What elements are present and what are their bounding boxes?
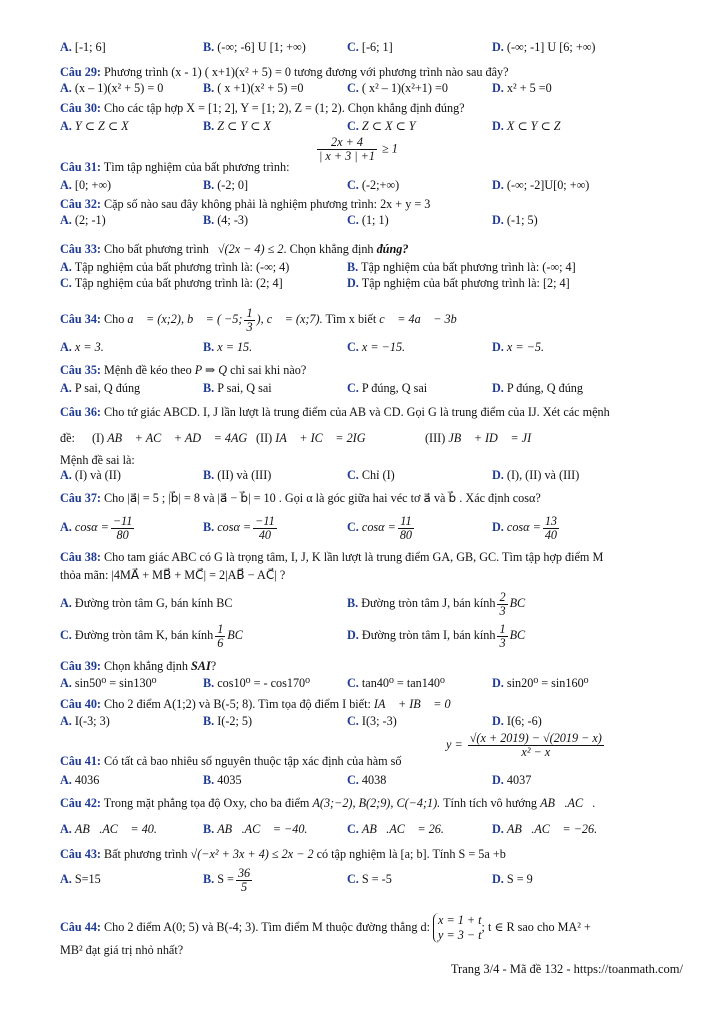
option-b: ( x +1)(x² + 5) =0 — [217, 81, 304, 95]
question-37: Câu 37: Cho |a⃗| = 5 ; |b⃗| = 8 và |a⃗ − b⃗| = 10 . Gọi α là góc giữa hai véc tơ a⃗ và b⃗ . Xác định cosα? — [60, 491, 541, 505]
option-d: x² + 5 =0 — [506, 81, 552, 95]
inequality-formula: $\frac{2x + 4}{| x + 3 | +1}$ ≥ 1 — [319, 135, 398, 163]
option-a: Tập nghiệm của bất phương trình là: (-∞; 4) — [74, 260, 290, 274]
question-label: Câu 30: — [60, 101, 101, 115]
question-33: Câu 33: Cho bất phương trình √(2x − 4) ≤ 2. Chọn khẳng định đúng? — [60, 242, 409, 256]
question-label: Câu 42: — [60, 796, 101, 810]
option-a: Y ⊂ Z ⊂ X — [74, 119, 129, 133]
option-c: ( x² – 1)(x²+1) =0 — [361, 81, 448, 95]
option-b: cos10⁰ = - cos170⁰ — [217, 676, 311, 690]
option-c: [-6; 1] — [361, 40, 393, 54]
question-42: Câu 42: Trong mặt phẳng tọa độ Oxy, cho ba điểm A(3;−2), B(2;9), C(−4;1). Tính tích vô hướng AB⃗.AC⃗. — [60, 796, 596, 810]
answer-row: A. S=15 B. S = $\frac{36}{5}$ C. S = -5 D. S = 9 — [60, 865, 533, 894]
option-c: (1; 1) — [361, 213, 389, 227]
question-39: Câu 39: Chọn khẳng định SAI? — [60, 659, 217, 673]
question-label: Câu 44: — [60, 920, 101, 934]
option-c: (-2;+∞) — [361, 178, 400, 192]
option-a: I(-3; 3) — [74, 714, 110, 728]
question-label: Câu 31: — [60, 160, 101, 174]
answer-row: C. Đường tròn tâm K, bán kính $\frac{1}{6}$ BC D. Đường tròn tâm I, bán kính $\frac{1}{3}$ BC — [60, 621, 526, 650]
answer-row: A. (x – 1)(x² + 5) = 0 B. ( x +1)(x² + 5) =0 C. ( x² – 1)(x²+1) =0 D. x² + 5 =0 — [60, 81, 552, 95]
option-d: (I), (II) và (III) — [506, 468, 580, 482]
option-d: S = 9 — [506, 872, 533, 886]
line-equation-system: x = 1 + t y = 3 − t — [433, 913, 482, 943]
answer-row: A. 4036 B. 4035 C. 4038 D. 4037 — [60, 773, 532, 787]
option-c: tan40⁰ = tan140⁰ — [361, 676, 445, 690]
option-c: $\frac{11}{80}$ — [399, 513, 413, 542]
answer-row: C. Tập nghiệm của bất phương trình là: (2; 4] D. Tập nghiệm của bất phương trình là: [2; 4] — [60, 276, 570, 290]
option-b: AB⃗.AC⃗ = −40. — [217, 822, 308, 836]
answer-row: A. cosα = $\frac{-11}{80}$ B. cosα = $\frac{-11}{40}$ C. cosα = $\frac{11}{80}$ D. cosα = $\frac{13}{40}$ — [60, 513, 558, 542]
question-text: Tìm tập nghiệm của bất phương trình: — [103, 160, 290, 174]
option-a: $\frac{-11}{80}$ — [112, 513, 133, 542]
question-34: Câu 34: Cho a⃗ = (x;2), b⃗ = ( −5; $\frac{1}{3}$ ), c⃗ = (x;7). Tìm x biết c⃗ = 4a⃗ − 3b⃗ — [60, 305, 467, 334]
option-b: I(-2; 5) — [217, 714, 253, 728]
option-b: 4035 — [217, 773, 242, 787]
option-d: AB⃗.AC⃗ = −26. — [506, 822, 598, 836]
option-d: (-∞; -2]U[0; +∞) — [506, 178, 590, 192]
option-b: P sai, Q sai — [217, 381, 272, 395]
question-label: Câu 41: — [60, 754, 101, 768]
question-35: Câu 35: Mệnh đề kéo theo P ⇒ Q chỉ sai khi nào? — [60, 363, 307, 377]
question-label: Câu 35: — [60, 363, 101, 377]
question-43: Câu 43: Bất phương trình √(−x² + 3x + 4) ≤ 2x − 2 có tập nghiệm là [a; b]. Tính S = 5a +b — [60, 847, 506, 861]
option-a: x = 3. — [74, 340, 104, 354]
answer-row: A. [0; +∞) B. (-2; 0] C. (-2;+∞) D. (-∞; -2]U[0; +∞) — [60, 178, 590, 192]
option-a: 4036 — [74, 773, 100, 787]
answer-row: A. AB⃗.AC⃗ = 40. B. AB⃗.AC⃗ = −40. C. AB⃗.AC⃗ = 26. D. AB⃗.AC⃗ = −26. — [60, 822, 598, 836]
question-label: Câu 38: — [60, 550, 101, 564]
answer-row: A. x = 3. B. x = 15. C. x = −15. D. x = −5. — [60, 340, 544, 354]
option-d: sin20⁰ = sin160⁰ — [506, 676, 589, 690]
option-a: (x – 1)(x² + 5) = 0 — [74, 81, 164, 95]
option-b: $\frac{36}{5}$ — [237, 865, 251, 894]
option-b: (-2; 0] — [217, 178, 249, 192]
question-label: Câu 29: — [60, 65, 101, 79]
option-d: (-∞; -1] U [6; +∞) — [506, 40, 596, 54]
question-label: Câu 32: — [60, 197, 101, 211]
question-label: Câu 39: — [60, 659, 101, 673]
question-text: Cặp số nào sau đây không phải là nghiệm phương trình: 2x + y = 3 — [104, 197, 431, 211]
question-label: Câu 43: — [60, 847, 101, 861]
option-c: Z ⊂ X ⊂ Y — [361, 119, 416, 133]
question-36: Câu 36: Cho tứ giác ABCD. I, J lần lượt là trung điểm của AB và CD. Gọi G là trung điểm của IJ. Xét các mệnh — [60, 405, 610, 419]
answer-row: A. Tập nghiệm của bất phương trình là: (-∞; 4) B. Tập nghiệm của bất phương trình là: (-∞; 4] — [60, 260, 576, 274]
answer-row: A. sin50⁰ = sin130⁰ B. cos10⁰ = - cos170⁰ C. tan40⁰ = tan140⁰ D. sin20⁰ = sin160⁰ — [60, 676, 589, 690]
option-d: (-1; 5) — [506, 213, 538, 227]
option-b: (4; -3) — [217, 213, 249, 227]
option-c: Chỉ (I) — [361, 468, 395, 482]
option-d: X ⊂ Y ⊂ Z — [506, 119, 561, 133]
option-c: Tập nghiệm của bất phương trình là: (2; 4] — [74, 276, 283, 290]
option-a: sin50⁰ = sin130⁰ — [74, 676, 157, 690]
question-30 — [0, 99, 725, 117]
option-d-label: D. — [492, 40, 504, 54]
question-label: Câu 36: — [60, 405, 101, 419]
emphasis: đúng? — [376, 242, 409, 256]
answer-row: A. Y ⊂ Z ⊂ X B. Z ⊂ Y ⊂ X C. Z ⊂ X ⊂ Y D. X ⊂ Y ⊂ Z — [60, 119, 561, 133]
question-text: Cho các tập hợp X = [1; 2], Y = [1; 2), Z = (1; 2). Chọn khẳng định đúng? — [104, 101, 465, 115]
question-label: Câu 34: — [60, 312, 101, 326]
option-d: $\frac{13}{40}$ — [544, 513, 558, 542]
option-c: I(3; -3) — [361, 714, 397, 728]
option-b: Z ⊂ Y ⊂ X — [217, 119, 271, 133]
option-b: (-∞; -6] U [1; +∞) — [217, 40, 306, 54]
answer-row: A. Đường tròn tâm G, bán kính BC B. Đường tròn tâm J, bán kính $\frac{2}{3}$ BC — [60, 589, 526, 618]
option-d: Tập nghiệm của bất phương trình là: [2; 4] — [361, 276, 570, 290]
option-d: x = −5. — [506, 340, 544, 354]
question-38: Câu 38: Cho tam giác ABC có G là trọng tâm, I, J, K lần lượt là trung điểm GA, GB, GC. Tìm tập hợp điểm M — [60, 550, 604, 564]
option-a: P sai, Q đúng — [74, 381, 141, 395]
answer-row: A. P sai, Q đúng B. P sai, Q sai C. P đúng, Q sai D. P đúng, Q đúng — [60, 381, 583, 395]
question-label: Câu 37: — [60, 491, 101, 505]
option-a: S=15 — [74, 872, 101, 886]
option-b: $\frac{-11}{40}$ — [255, 513, 275, 542]
option-c: AB⃗.AC⃗ = 26. — [361, 822, 444, 836]
option-d: I(6; -6) — [506, 714, 542, 728]
option-c: 4038 — [361, 773, 387, 787]
option-b: x = 15. — [217, 340, 253, 354]
option-c-label: C. — [347, 40, 359, 54]
question-44: Câu 44: Cho 2 điểm A(0; 5) và B(-4; 3). Tìm điểm M thuộc đường thẳng d: x = 1 + t y = 3 − t ; t ∈ R sao cho MA² + — [60, 913, 591, 943]
option-a: (I) và (II) — [74, 468, 121, 482]
option-a: Đường tròn tâm G, bán kính BC — [74, 596, 233, 610]
option-a: [0; +∞) — [74, 178, 112, 192]
option-b: (II) và (III) — [217, 468, 272, 482]
question-text: Cho bất phương trình — [104, 242, 209, 256]
option-d: 4037 — [506, 773, 532, 787]
option-d: P đúng, Q đúng — [506, 381, 583, 395]
question-text: Phương trình (x - 1) ( x+1)(x² + 5) = 0 tương đương với phương trình nào sau đây? — [104, 65, 509, 79]
question-40: Câu 40: Cho 2 điểm A(1;2) và B(-5; 8). Tìm tọa độ điểm I biết: IA⃗ + IB⃗ = 0⃗ — [60, 697, 461, 711]
option-b: Tập nghiệm của bất phương trình là: (-∞; 4] — [361, 260, 576, 274]
question-label: Câu 33: — [60, 242, 101, 256]
answer-row — [0, 38, 725, 56]
inequality-formula: √(2x − 4) ≤ 2 — [217, 242, 284, 256]
answer-row: A. (I) và (II) B. (II) và (III) C. Chỉ (I) D. (I), (II) và (III) — [60, 468, 580, 482]
page-footer: Trang 3/4 - Mã đề 132 - https://toanmath.com/ — [450, 962, 683, 976]
option-a: (2; -1) — [74, 213, 106, 227]
answer-row: A. I(-3; 3) B. I(-2; 5) C. I(3; -3) D. I(6; -6) — [60, 714, 542, 728]
statements-row: đề: (I) AB⃗ + AC⃗ + AD⃗ = 4AG⃗ (II) IA⃗ + IC⃗ = 2IG⃗ (III) JB⃗ + ID⃗ = JI⃗ — [60, 431, 541, 445]
option-a: [-1; 6] — [74, 40, 106, 54]
question-41: Câu 41: Có tất cả bao nhiêu số nguyên thuộc tập xác định của hàm số — [60, 754, 402, 768]
question-label: Câu 40: — [60, 697, 101, 711]
option-c: S = -5 — [361, 872, 392, 886]
option-b-label: B. — [203, 40, 215, 54]
option-c: P đúng, Q sai — [361, 381, 428, 395]
option-c: x = −15. — [361, 340, 406, 354]
exam-page: A. [-1; 6] B. (-∞; -6] U [1; +∞) C. [-6; 1] D. (-∞; -1] U [6; +∞) Câu 29: Phương trình (x - 1) ( x+1)(x² + 5) = 0 tương đương với phương trình nào sau đây? A. (x – 1)(x² + 5) = 0 B. ( x +1)(x² + 5) =0 C. ( x² – 1)(x²+1) =0 D. x² + 5 =0 Câu 30: Cho các tập hợp X = [1; 2], Y = [1; 2), Z = (1; 2). Chọn khẳng định đúng? A. Y ⊂ Z ⊂ X B. Z ⊂ Y ⊂ X C. Z ⊂ X ⊂ Y D. X ⊂ Y ⊂ Z Câu 31: Tìm tập nghiệm của bất phương trình: $\frac{2x + 4}{| x + 3 | +1}$ ≥ 1 A. [0; +∞) B. (-2; 0] C. (-2;+∞) D. (-∞; -2]U[0; +∞) Câu 32: Cặp số nào sau đây không phải là nghiệm phương trình: 2x + y = 3 A. (2; -1) B. (4; -3) C. (1; 1) D. (-1; 5) Câu 33: Cho bất phương trình √(2x − 4) ≤ 2. Chọn khẳng định đúng? A. Tập nghiệm của bất phương trình là: (-∞; 4) B. Tập nghiệm của bất phương trình là: (-∞; 4] C. Tập nghiệm của bất phương trình là: (2; 4] D. Tập nghiệm của bất phương trình là: [2; 4] Câu 34: Cho a⃗ = (x;2), b⃗ = ( −5; $\frac{1}{3}$ ), c⃗ = (x;7). Tìm x biết c⃗ = 4a⃗ − 3b⃗ A. x = 3. B. x = 15. C. x = −15. D. x = −5. Câu 35: Mệnh đề kéo theo P ⇒ Q chỉ sai khi nào? A. P sai, Q đúng B. P sai, Q sai C. P đúng, Q sai D. P đúng, Q đúng Câu 36: Cho tứ giác ABCD. I, J lần lượt là trung điểm của AB và CD. Gọi G là trung điểm của IJ. Xét các mệnh đề: (I) AB⃗ + AC⃗ + AD⃗ = 4AG⃗ (II) IA⃗ + IC⃗ = 2IG⃗ (III) JB⃗ + ID⃗ = JI⃗ Mệnh đề sai là: A. (I) và (II) B. (II) và (III) C. Chỉ (I) D. (I), (II) và (III) Câu 37: Cho |a⃗| = 5 ; |b⃗| = 8 và |a⃗ − b⃗| = 10 . Gọi α là góc giữa hai véc tơ a⃗ và b⃗ . Xác định cosα? A. cosα = $\frac{-11}{80}$ B. cosα = $\frac{-11}{40}$ C. cosα = $\frac{11}{80}$ D. cosα = $\frac{13}{40}$ Câu 38: Cho tam giác ABC có G là trọng tâm, I, J, K lần lượt là trung điểm GA, GB, GC. Tìm tập hợp điểm M thỏa mãn: |4MA⃗ + MB⃗ + MC⃗| = 2|AB⃗ − AC⃗| ? A. Đường tròn tâm G, bán kính BC B. Đường tròn tâm J, bán kính $\frac{2}{3}$ BC C. Đường tròn tâm K, bán kính $\frac{1}{6}$ BC D. Đường tròn tâm I, bán kính $\frac{1}{3}$ BC Câu 39: Chọn khẳng định SAI? A. sin50⁰ = sin130⁰ B. cos10⁰ = - cos170⁰ C. tan40⁰ = tan140⁰ D. sin20⁰ = sin160⁰ Câu 40: Cho 2 điểm A(1;2) và B(-5; 8). Tìm tọa độ điểm I biết: IA⃗ + IB⃗ = 0⃗ A. I(-3; 3) B. I(-2; 5) C. I(3; -3) D. I(6; -6) Câu 41: Có tất cả bao nhiêu số nguyên thuộc tập xác định của hàm số y = $\frac{√(x + 2019) - √(2019 - x)}{\text{x² − x}}$ A. 4036 B. 4035 C. 4038 D. 4037 Câu 42: Trong mặt phẳng tọa độ Oxy, cho ba điểm A(3;−2), B(2;9), C(−4;1). Tính tích vô hướng AB⃗.AC⃗. A. AB⃗.AC⃗ = 40. B. AB⃗.AC⃗ = −40. C. AB⃗.AC⃗ = 26. D. AB⃗.AC⃗ = −26. Câu 43: Bất phương trình √(−x² + 3x + 4) ≤ 2x − 2 có tập nghiệm là [a; b]. Tính S = 5a +b A. S=15 B. S = $\frac{36}{5}$ C. S = -5 D. S = 9 Câu 44: Cho 2 điểm A(0; 5) và B(-4; 3). Tìm điểm M thuộc đường thẳng d: x = 1 + t y = 3 − t ; t ∈ R sao cho MA² + MB² đạt giá trị nhỏ nhất? Trang 3/4 - Mã đề 132 - https://toanmath.com/ — [0, 0, 725, 1024]
function-formula: y = $\frac{√(x + 2019) - √(2019 - x)}{\text{x² − x}}$ — [446, 731, 602, 759]
option-a-label: A. — [60, 40, 72, 54]
option-a: AB⃗.AC⃗ = 40. — [74, 822, 157, 836]
answer-row: A. (2; -1) B. (4; -3) C. (1; 1) D. (-1; 5) — [60, 213, 538, 227]
